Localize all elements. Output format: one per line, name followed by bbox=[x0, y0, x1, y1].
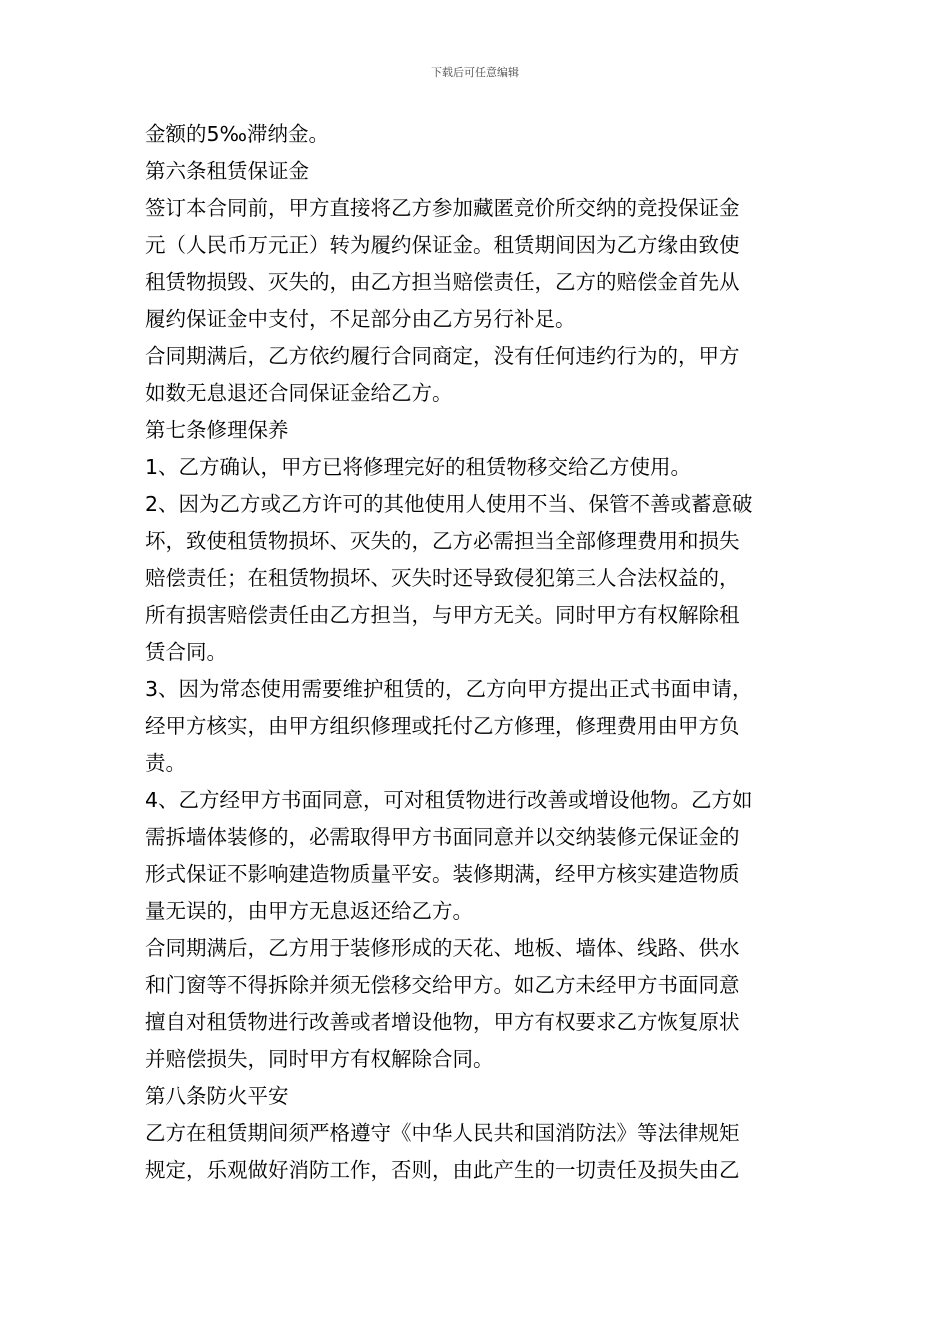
text-line: 合同期满后，乙方用于装修形成的天花、地板、墙体、线路、供水 bbox=[145, 936, 740, 960]
section-heading-article-6: 第六条租赁保证金 bbox=[145, 159, 309, 183]
text-line: 规定，乐观做好消防工作，否则，由此产生的一切责任及损失由乙 bbox=[145, 1158, 740, 1182]
text-line: 履约保证金中支付，不足部分由乙方另行补足。 bbox=[145, 307, 576, 331]
text-line: 赁合同。 bbox=[145, 640, 227, 664]
text-line: 金额的5‰滞纳金。 bbox=[145, 122, 330, 146]
text-line: 2、因为乙方或乙方许可的其他使用人使用不当、保管不善或蓄意破 bbox=[145, 492, 753, 516]
document-body bbox=[145, 116, 810, 1189]
text-line: 1、乙方确认，甲方已将修理完好的租赁物移交给乙方使用。 bbox=[145, 455, 692, 479]
text-line: 元（人民币万元正）转为履约保证金。租赁期间因为乙方缘由致使 bbox=[145, 233, 740, 257]
text-line: 租赁物损毁、灭失的，由乙方担当赔偿责任，乙方的赔偿金首先从 bbox=[145, 270, 740, 294]
text-line: 赔偿责任；在租赁物损坏、灭失时还导致侵犯第三人合法权益的， bbox=[145, 566, 740, 590]
text-line: 3、因为常态使用需要维护租赁的，乙方向甲方提出正式书面申请， bbox=[145, 677, 753, 701]
text-line: 并赔偿损失，同时甲方有权解除合同。 bbox=[145, 1047, 494, 1071]
text-line: 形式保证不影响建造物质量平安。装修期满，经甲方核实建造物质 bbox=[145, 862, 740, 886]
text-line: 擅自对租赁物进行改善或者增设他物，甲方有权要求乙方恢复原状 bbox=[145, 1010, 740, 1034]
text-line: 责。 bbox=[145, 751, 186, 775]
text-line: 合同期满后，乙方依约履行合同商定，没有任何违约行为的，甲方 bbox=[145, 344, 740, 368]
text-line: 坏，致使租赁物损坏、灭失的，乙方必需担当全部修理费用和损失 bbox=[145, 529, 740, 553]
text-line: 需拆墙体装修的，必需取得甲方书面同意并以交纳装修元保证金的 bbox=[145, 825, 740, 849]
text-line: 签订本合同前，甲方直接将乙方参加藏匿竞价所交纳的竞投保证金 bbox=[145, 196, 740, 220]
text-line: 所有损害赔偿责任由乙方担当，与甲方无关。同时甲方有权解除租 bbox=[145, 603, 740, 627]
text-line: 4、乙方经甲方书面同意，可对租赁物进行改善或增设他物。乙方如 bbox=[145, 788, 753, 812]
text-line: 经甲方核实，由甲方组织修理或托付乙方修理，修理费用由甲方负 bbox=[145, 714, 740, 738]
text-line: 乙方在租赁期间须严格遵守《中华人民共和国消防法》等法律规矩 bbox=[145, 1121, 740, 1145]
section-heading-article-8: 第八条防火平安 bbox=[145, 1084, 289, 1108]
text-line: 如数无息退还合同保证金给乙方。 bbox=[145, 381, 453, 405]
text-line: 量无误的，由甲方无息返还给乙方。 bbox=[145, 899, 473, 923]
section-heading-article-7: 第七条修理保养 bbox=[145, 418, 289, 442]
page-header: 下载后可任意编辑 bbox=[431, 66, 519, 79]
text-line: 和门窗等不得拆除并须无偿移交给甲方。如乙方未经甲方书面同意 bbox=[145, 973, 740, 997]
